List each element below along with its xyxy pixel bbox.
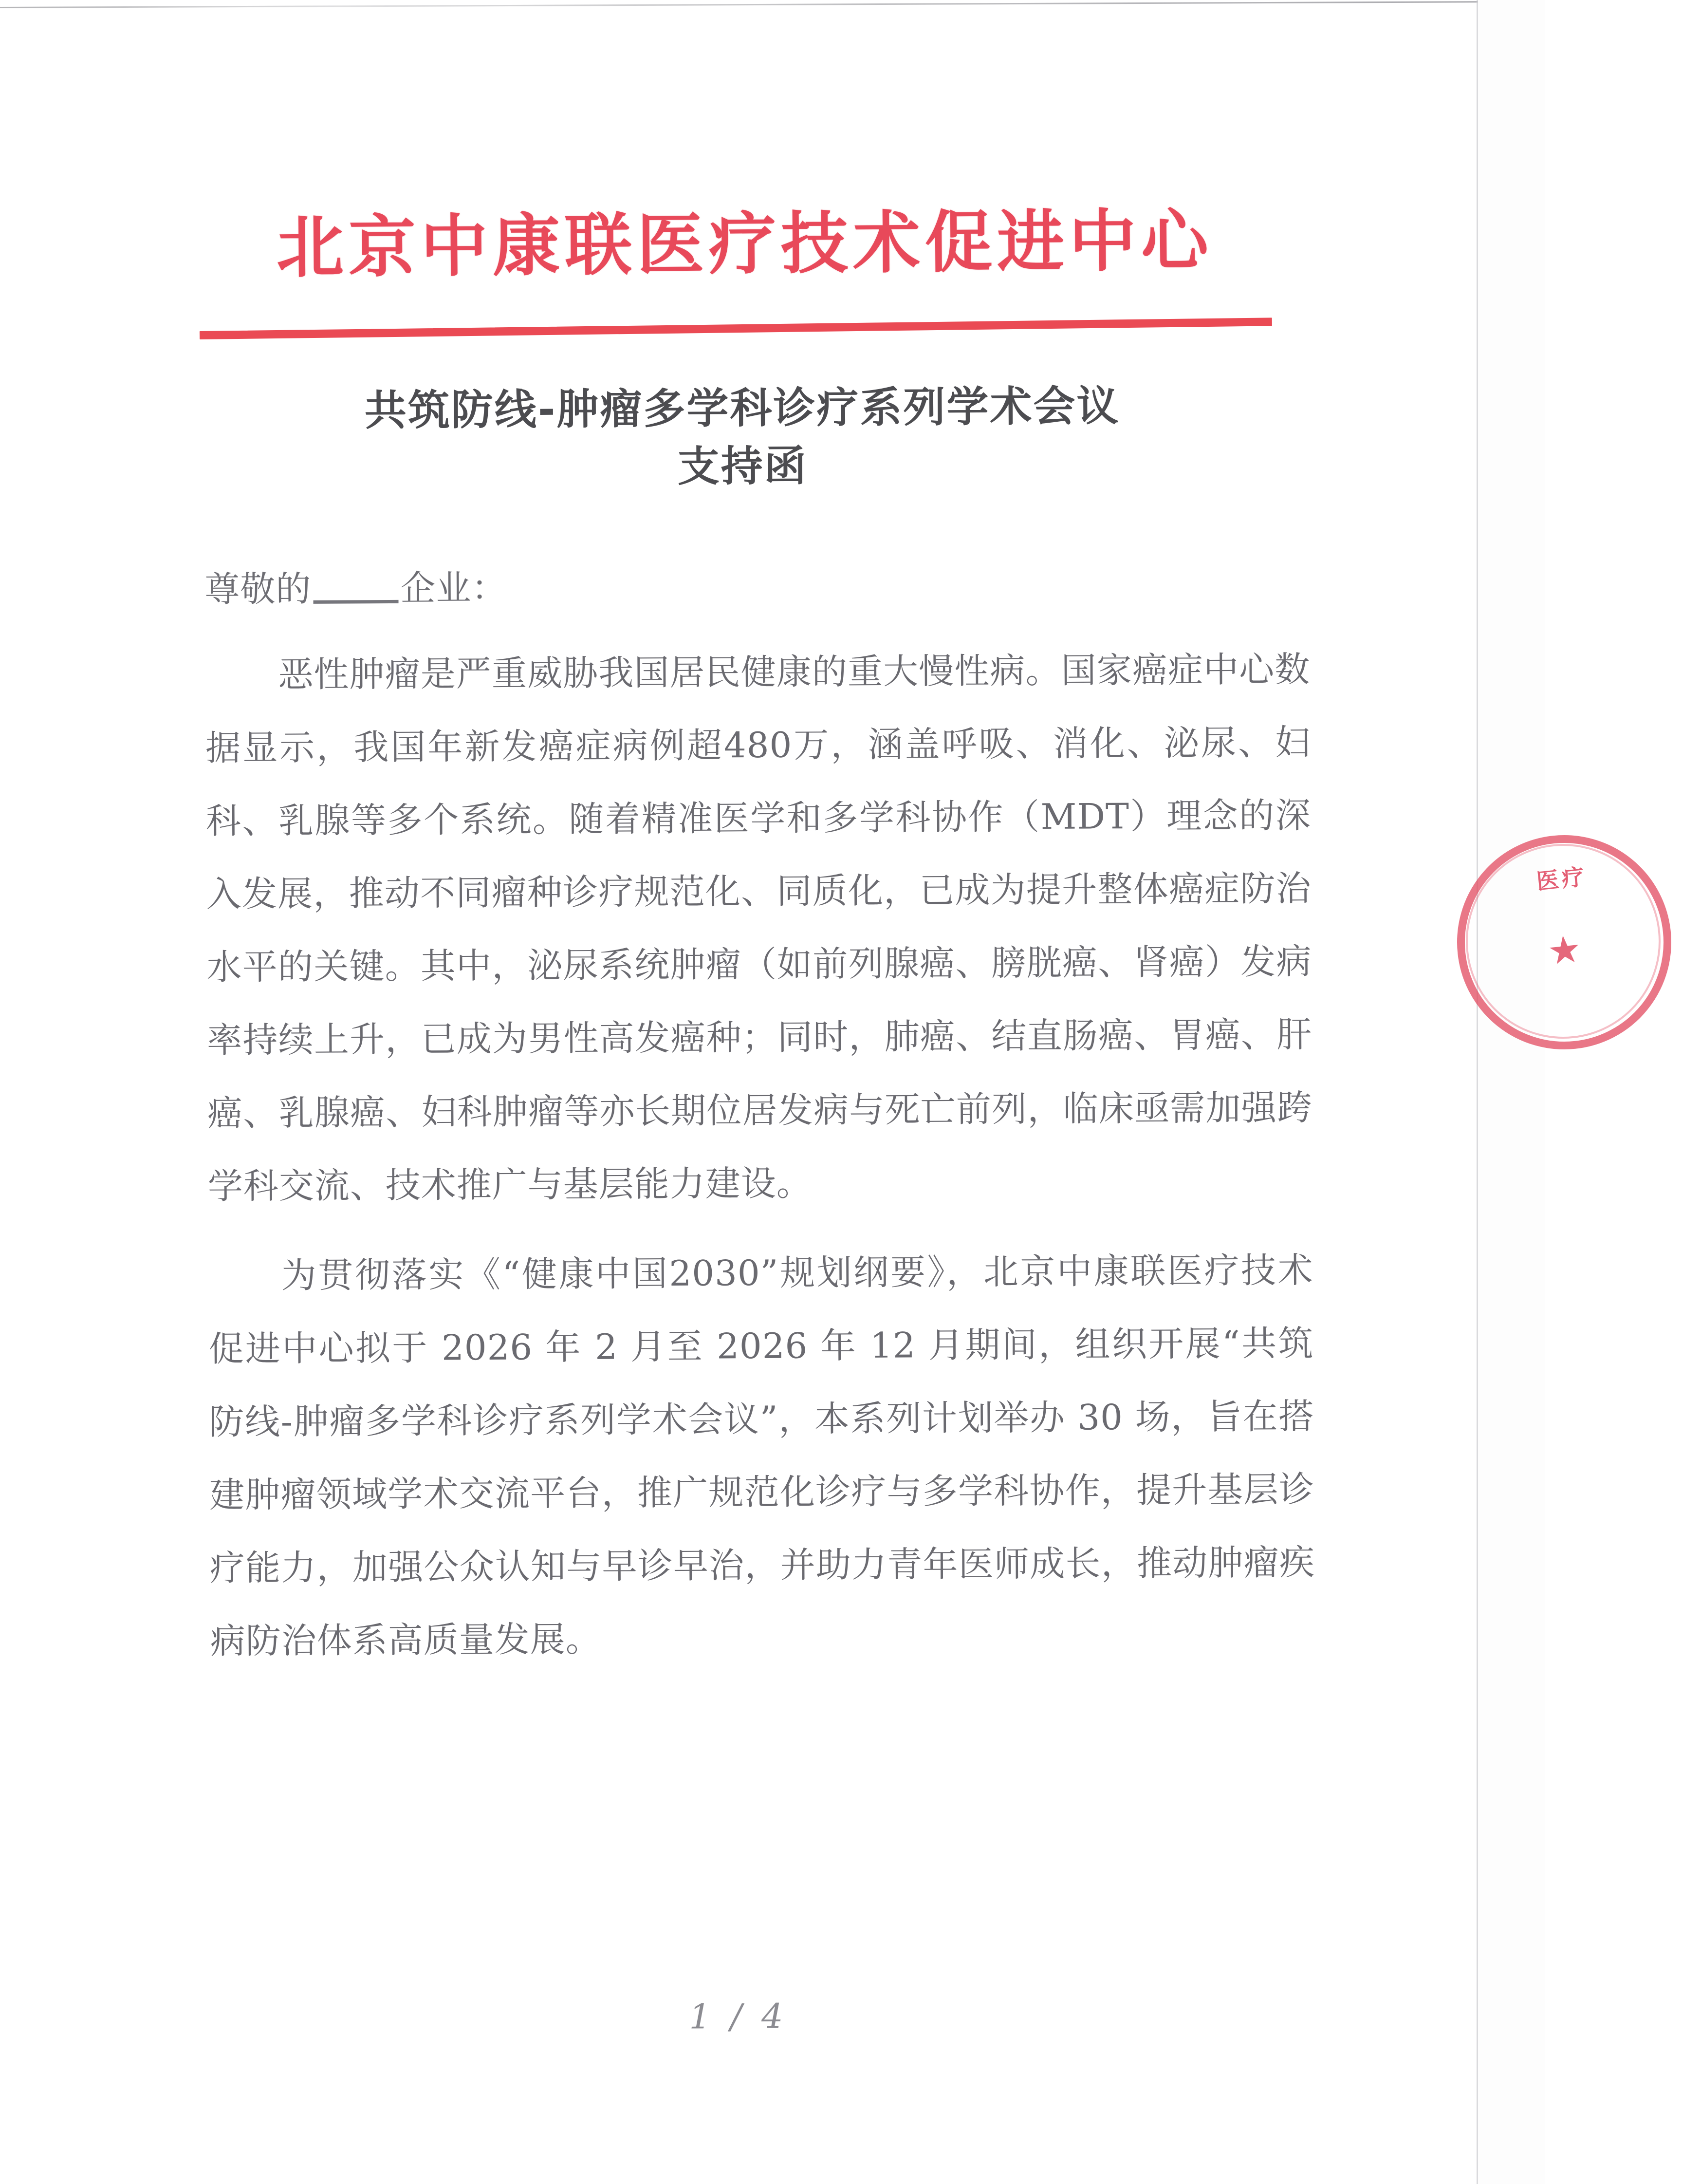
title-line-2: 支持函 (677, 441, 808, 491)
seal-text: 医疗 (1535, 863, 1589, 895)
title-line-1: 共筑防线-肿瘤多学科诊疗系列学术会议 (364, 382, 1120, 435)
page-title (194, 376, 1290, 499)
letterhead-divider-rule (200, 317, 1272, 339)
body-paragraph-2: 为贯彻落实《“健康中国2030”规划纲要》，北京中康联医疗技术促进中心拟于 2026 年 2 月至 2026 年 12 月期间，组织开展“共筑防线-肿瘤多学科诊疗系列学术会议”，本系列计划举办 30 场，旨在搭建肿瘤领域学术交流平台，推广规范化诊疗与多学科协作，提升基层诊疗能力，加强公众认知与早诊早治，并助力青年医师成长，推动肿瘤疾病防治体系高质量发展。 (208, 1250, 1315, 1661)
salutation-line (204, 547, 1310, 626)
salutation-suffix: 企业： (400, 567, 507, 609)
scan-edge-right-line (1477, 0, 1478, 2184)
salutation-prefix: 尊敬的 (204, 568, 312, 610)
paper-gutter (1478, 0, 1545, 2184)
letter-body (204, 547, 1315, 1678)
letterhead-organization-name: 北京中康联医疗技术促进中心 (276, 201, 1214, 287)
seal-star-icon: ★ (1547, 932, 1582, 970)
page-number-footer: 1 / 4 (689, 1996, 788, 2037)
letterhead (221, 201, 1268, 287)
body-paragraph-1: 恶性肿瘤是严重威胁我国居民健康的重大慢性病。国家癌症中心数据显示，我国年新发癌症病例超480万，涵盖呼吸、消化、泌尿、妇科、乳腺等多个系统。随着精准医学和多学科协作（MDT）理念的深入发展，推动不同瘤种诊疗规范化、同质化，已成为提升整体癌症防治水平的关键。其中，泌尿系统肿瘤（如前列腺癌、膀胱癌、肾癌）发病率持续上升，已成为男性高发癌种；同时，肺癌、结直肠癌、胃癌、肝癌、乳腺癌、妇科肿瘤等亦长期位居发病与死亡前列，临床亟需加强跨学科交流、技术推广与基层能力建设。 (205, 649, 1313, 1207)
company-name-blank[interactable] (314, 600, 399, 604)
